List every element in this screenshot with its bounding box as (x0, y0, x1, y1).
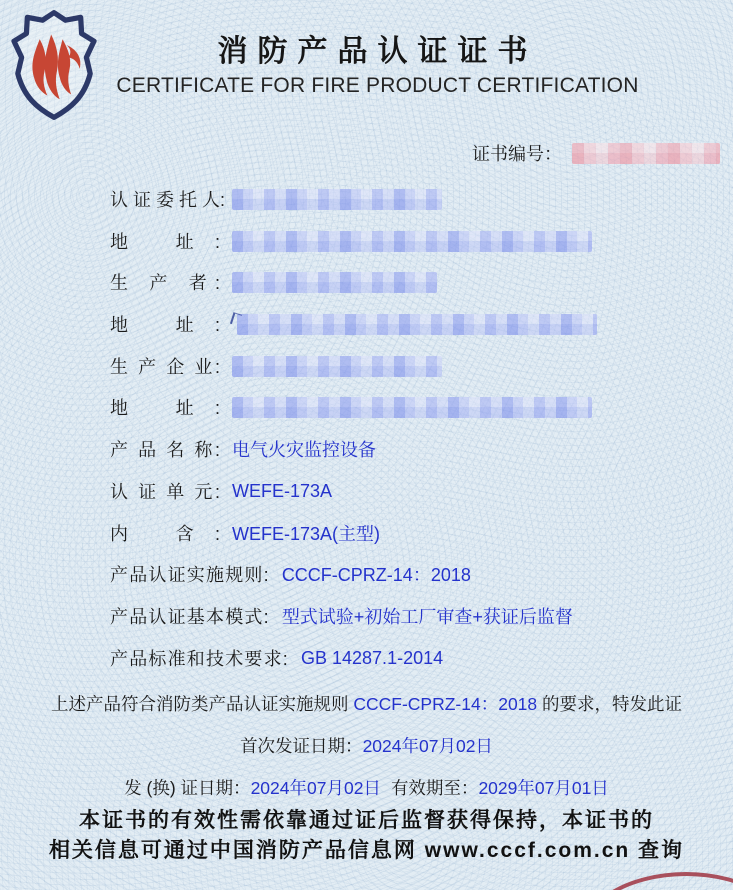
statement-prefix: 上述产品符合消防类产品认证实施规则 (50, 694, 354, 714)
redacted-value (232, 189, 442, 210)
first-issue-date-value: 2024年07月02日 (362, 736, 493, 756)
field-row-address-1 (110, 230, 592, 252)
first-issue-date-label: 首次发证日期： (240, 736, 363, 756)
field-row-address-3 (110, 396, 592, 418)
first-issue-date-line (0, 733, 733, 755)
field-value: GB 14287.1-2014 (301, 647, 444, 668)
field-label: 地 址: (110, 232, 220, 252)
field-row-basic-mode (110, 605, 573, 627)
field-label: 地 址: (110, 398, 220, 418)
field-value: WEFE-173A(主型) (232, 524, 381, 544)
field-label: 产品认证实施规则: (110, 565, 270, 585)
certificate-number-row (472, 140, 720, 166)
field-label: 内 含: (110, 524, 220, 544)
issue-date-label: 发 (换) 证日期： (124, 778, 251, 798)
footer-note-line-1: 本证书的有效性需依靠通过证后监督获得保持，本证书的 (79, 809, 654, 832)
footer-note-line-2: 相关信息可通过中国消防产品信息网 www.cccf.com.cn 查询 (48, 839, 685, 862)
field-row-includes (110, 522, 380, 544)
red-seal-arc (576, 872, 733, 890)
field-row-product-name (110, 438, 376, 460)
page-title: 消防产品认证证书 (217, 35, 538, 68)
field-label: 认 证 单 元: (110, 482, 220, 502)
certificate-number-label: 证书编号： (472, 144, 562, 164)
field-row-address-2 (110, 313, 597, 335)
redacted-value (237, 314, 597, 335)
field-label: 产 品 名 称: (110, 440, 220, 460)
field-row-consignee (110, 188, 442, 210)
statement-rule: CCCF-CPRZ-14：2018 (353, 694, 538, 714)
redacted-value (232, 397, 592, 418)
field-row-cert-unit (110, 480, 332, 502)
redacted-value (232, 231, 592, 252)
field-row-implementation-rule (110, 563, 471, 585)
statement-suffix: 的要求，特发此证 (537, 694, 683, 714)
field-label: 认 证 委 托 人: (110, 190, 226, 210)
certificate-number-redacted (572, 143, 720, 164)
issue-date-value: 2024年07月02日 (250, 778, 381, 798)
valid-until-value: 2029年07月01日 (478, 778, 609, 798)
issue-validity-line (0, 775, 733, 797)
field-label: 地 址: (110, 315, 220, 335)
field-row-producer (110, 271, 437, 293)
field-value: 型式试验+初始工厂审查+获证后监督 (281, 607, 573, 627)
field-value: WEFE-173A (232, 480, 333, 501)
field-label: 生 产 者: (110, 273, 220, 293)
field-value: CCCF-CPRZ-14：2018 (281, 565, 471, 585)
field-row-manufacturer (110, 355, 442, 377)
conformity-statement (0, 691, 733, 713)
page-subtitle: CERTIFICATE FOR FIRE PRODUCT CERTIFICATION (116, 74, 639, 97)
field-label: 产品标准和技术要求: (110, 649, 289, 669)
field-label: 生 产 企 业: (110, 357, 220, 377)
field-row-standard (110, 647, 443, 669)
redacted-value (232, 272, 437, 293)
field-label: 产品认证基本模式: (110, 607, 270, 627)
valid-until-label: 有效期至： (390, 778, 479, 798)
redacted-value (232, 356, 442, 377)
field-value: 电气火灾监控设备 (232, 440, 376, 460)
